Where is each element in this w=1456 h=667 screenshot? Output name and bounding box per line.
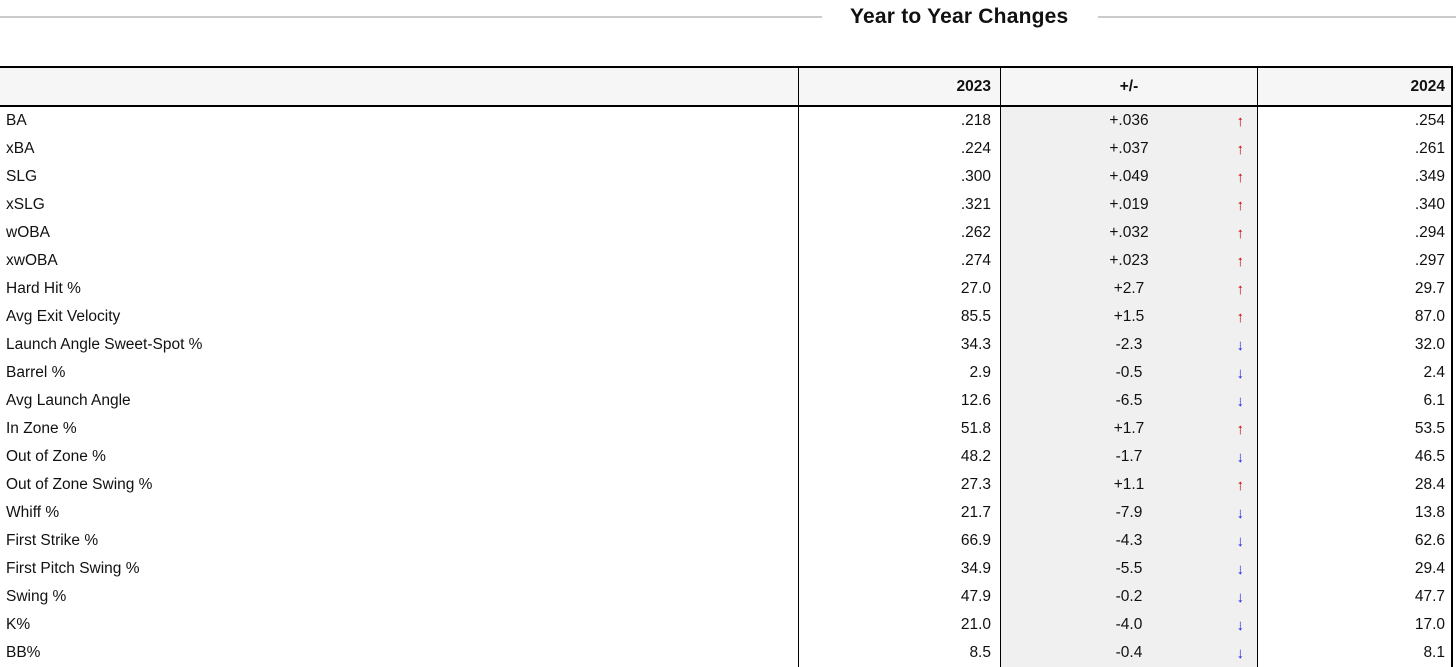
value-2024: 6.1 <box>1257 387 1453 415</box>
value-2023: 34.3 <box>798 331 1000 359</box>
value-change: -4.3 <box>1115 532 1143 549</box>
value-2023: .218 <box>798 107 1000 135</box>
value-2024: .261 <box>1257 135 1453 163</box>
value-2023: 34.9 <box>798 555 1000 583</box>
stat-label: K% <box>6 616 31 633</box>
col-header-change: +/- <box>1000 68 1257 105</box>
value-change: +.023 <box>1109 252 1149 269</box>
trend-down-icon: ↓ <box>1236 532 1244 550</box>
table-row <box>0 639 1453 667</box>
trend-down-icon: ↓ <box>1236 504 1244 522</box>
table-row <box>0 527 1453 555</box>
table-row <box>0 415 1453 443</box>
value-2023: .300 <box>798 163 1000 191</box>
value-change: +2.7 <box>1113 280 1145 297</box>
stat-label: BB% <box>6 644 41 661</box>
stat-label: Hard Hit % <box>6 280 81 297</box>
stat-label: Launch Angle Sweet-Spot % <box>6 336 203 353</box>
value-change: -4.0 <box>1115 616 1143 633</box>
value-2024: 28.4 <box>1257 471 1453 499</box>
table-row <box>0 331 1453 359</box>
table-row <box>0 247 1453 275</box>
table-row <box>0 443 1453 471</box>
value-2024: 13.8 <box>1257 499 1453 527</box>
stat-label: First Strike % <box>6 532 99 549</box>
value-2024: 62.6 <box>1257 527 1453 555</box>
value-change: -0.4 <box>1115 644 1143 661</box>
trend-down-icon: ↓ <box>1236 336 1244 354</box>
value-change: -6.5 <box>1115 392 1143 409</box>
stat-label: Out of Zone Swing % <box>6 476 153 493</box>
value-change: +.049 <box>1109 168 1149 185</box>
trend-up-icon: ↑ <box>1236 168 1244 186</box>
page-title: Year to Year Changes <box>850 5 1069 28</box>
value-change: -7.9 <box>1115 504 1143 521</box>
table-row <box>0 191 1453 219</box>
table-row <box>0 163 1453 191</box>
title-bar <box>0 0 1456 34</box>
stat-label: xwOBA <box>6 252 58 269</box>
value-2023: 27.0 <box>798 275 1000 303</box>
stat-label: xBA <box>6 140 35 157</box>
stat-label: Barrel % <box>6 364 66 381</box>
value-2024: 29.4 <box>1257 555 1453 583</box>
value-2024: 17.0 <box>1257 611 1453 639</box>
value-2023: 47.9 <box>798 583 1000 611</box>
stat-label: First Pitch Swing % <box>6 560 140 577</box>
value-change: +1.5 <box>1113 308 1145 325</box>
value-2024: 53.5 <box>1257 415 1453 443</box>
table-row <box>0 303 1453 331</box>
trend-up-icon: ↑ <box>1236 280 1244 298</box>
table-row <box>0 611 1453 639</box>
value-2023: .274 <box>798 247 1000 275</box>
stat-label: Whiff % <box>6 504 60 521</box>
value-2024: 2.4 <box>1257 359 1453 387</box>
stat-label: xSLG <box>6 196 45 213</box>
table-row <box>0 471 1453 499</box>
trend-up-icon: ↑ <box>1236 420 1244 438</box>
stat-label: Avg Exit Velocity <box>6 308 121 325</box>
value-change: -0.2 <box>1115 588 1143 605</box>
trend-up-icon: ↑ <box>1236 476 1244 494</box>
value-2024: 32.0 <box>1257 331 1453 359</box>
title-rule-left <box>0 16 822 18</box>
value-2023: 51.8 <box>798 415 1000 443</box>
value-2023: 85.5 <box>798 303 1000 331</box>
value-change: -1.7 <box>1115 448 1143 465</box>
value-2024: .340 <box>1257 191 1453 219</box>
trend-up-icon: ↑ <box>1236 308 1244 326</box>
value-2023: 2.9 <box>798 359 1000 387</box>
value-2024: .349 <box>1257 163 1453 191</box>
value-2023: 21.7 <box>798 499 1000 527</box>
value-2024: .254 <box>1257 107 1453 135</box>
table-row <box>0 275 1453 303</box>
value-change: +.019 <box>1109 196 1149 213</box>
table-row <box>0 555 1453 583</box>
trend-up-icon: ↑ <box>1236 196 1244 214</box>
table-row <box>0 499 1453 527</box>
value-change: -0.5 <box>1115 364 1143 381</box>
value-2023: .224 <box>798 135 1000 163</box>
col-header-2024: 2024 <box>1257 68 1453 105</box>
value-change: +.037 <box>1109 140 1149 157</box>
stat-label: SLG <box>6 168 38 185</box>
stat-label: Swing % <box>6 588 67 605</box>
value-2024: 29.7 <box>1257 275 1453 303</box>
trend-up-icon: ↑ <box>1236 224 1244 242</box>
trend-down-icon: ↓ <box>1236 616 1244 634</box>
value-2023: .262 <box>798 219 1000 247</box>
trend-down-icon: ↓ <box>1236 364 1244 382</box>
stat-label: BA <box>6 112 27 129</box>
value-2024: 46.5 <box>1257 443 1453 471</box>
value-2024: 8.1 <box>1257 639 1453 667</box>
trend-down-icon: ↓ <box>1236 588 1244 606</box>
table-row <box>0 135 1453 163</box>
trend-up-icon: ↑ <box>1236 140 1244 158</box>
value-2023: 66.9 <box>798 527 1000 555</box>
value-2023: 8.5 <box>798 639 1000 667</box>
value-2023: 48.2 <box>798 443 1000 471</box>
value-2023: 27.3 <box>798 471 1000 499</box>
trend-down-icon: ↓ <box>1236 560 1244 578</box>
value-2024: 87.0 <box>1257 303 1453 331</box>
trend-down-icon: ↓ <box>1236 392 1244 410</box>
col-header-stat <box>0 68 798 105</box>
stat-label: In Zone % <box>6 420 77 437</box>
value-2024: 47.7 <box>1257 583 1453 611</box>
value-2023: .321 <box>798 191 1000 219</box>
trend-up-icon: ↑ <box>1236 112 1244 130</box>
trend-down-icon: ↓ <box>1236 448 1244 466</box>
table-row <box>0 387 1453 415</box>
value-2024: .297 <box>1257 247 1453 275</box>
value-2023: 21.0 <box>798 611 1000 639</box>
table-row <box>0 219 1453 247</box>
stat-label: wOBA <box>6 224 50 241</box>
year-to-year-table <box>0 66 1453 667</box>
trend-up-icon: ↑ <box>1236 252 1244 270</box>
value-change: +1.1 <box>1113 476 1145 493</box>
value-2023: 12.6 <box>798 387 1000 415</box>
value-change: +.036 <box>1109 112 1149 129</box>
value-change: +.032 <box>1109 224 1149 241</box>
stat-label: Avg Launch Angle <box>6 392 131 409</box>
table-row <box>0 359 1453 387</box>
title-rule-right <box>1098 16 1456 18</box>
table-body <box>0 107 1453 667</box>
value-change: -2.3 <box>1115 336 1143 353</box>
table-row <box>0 107 1453 135</box>
trend-down-icon: ↓ <box>1236 644 1244 662</box>
value-change: -5.5 <box>1115 560 1143 577</box>
col-header-2023: 2023 <box>798 68 1000 105</box>
value-change: +1.7 <box>1113 420 1145 437</box>
table-row <box>0 583 1453 611</box>
table-header-row <box>0 68 1453 107</box>
stat-label: Out of Zone % <box>6 448 106 465</box>
value-2024: .294 <box>1257 219 1453 247</box>
